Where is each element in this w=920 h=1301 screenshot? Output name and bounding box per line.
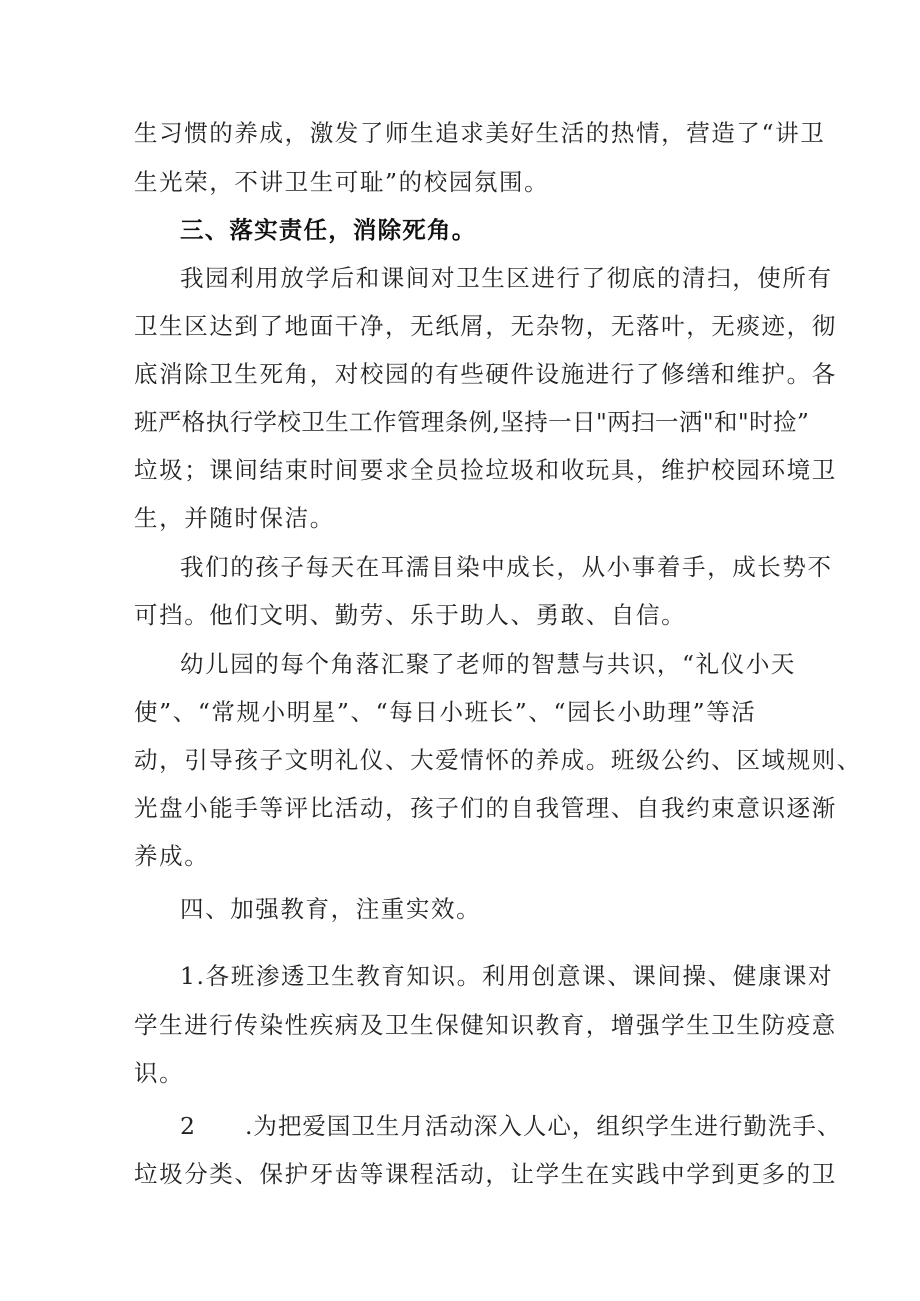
text-line: 卫生区达到了地面干净，无纸屑，无杂物，无落叶，无痰迹，彻: [134, 312, 837, 340]
text-line: 生，并随时保洁。: [134, 504, 335, 532]
text-line: 使”、“常规小明星”、“每日小班长”、“园长小助理”等活: [134, 698, 757, 726]
text-line: 垃圾分类、保护牙齿等课程活动，让学生在实践中学到更多的卫: [134, 1160, 837, 1188]
text-line: 动，引导孩子文明礼仪、大爱情怀的养成。班级公约、区域规则、: [134, 746, 862, 774]
text-line: 1.各班渗透卫生教育知识。利用创意课、课间操、健康课对: [180, 962, 834, 990]
text-line: 学生进行传染性疾病及卫生保健知识教育，增强学生卫生防疫意: [134, 1011, 837, 1039]
text-line: 2 .为把爱国卫生月活动深入人心，组织学生进行勤洗手、: [180, 1112, 842, 1140]
section-heading: 四、加强教育，注重实效。: [180, 895, 482, 923]
text-line: 幼儿园的每个角落汇聚了老师的智慧与共识，“礼仪小天: [180, 650, 797, 678]
text-line: 生光荣，不讲卫生可耻”的校园氛围。: [134, 168, 550, 196]
text-line: 识。: [134, 1059, 185, 1087]
text-line: 可挡。他们文明、勤劳、乐于助人、勇敢、自信。: [134, 601, 687, 629]
text-line: 我园利用放学后和课间对卫生区进行了彻底的清扫，使所有: [180, 264, 833, 292]
text-line: 我们的孩子每天在耳濡目染中成长，从小事着手，成长势不: [180, 553, 833, 581]
text-line: 班严格执行学校卫生工作管理条例,坚持一日"两扫一洒"和"时捡”: [134, 408, 810, 436]
text-line: 生习惯的养成，激发了师生追求美好生活的热情，营造了“讲卫: [134, 119, 826, 147]
text-line: 养成。: [134, 842, 210, 870]
section-heading: 三、落实责任，消除死角。: [180, 216, 477, 244]
text-line: 光盘小能手等评比活动，孩子们的自我管理、自我约束意识逐渐: [134, 794, 837, 822]
text-line: 底消除卫生死角，对校园的有些硬件设施进行了修缮和维护。各: [134, 360, 837, 388]
text-line: 垃圾；课间结束时间要求全员捡垃圾和收玩具，维护校园环境卫: [134, 456, 837, 484]
